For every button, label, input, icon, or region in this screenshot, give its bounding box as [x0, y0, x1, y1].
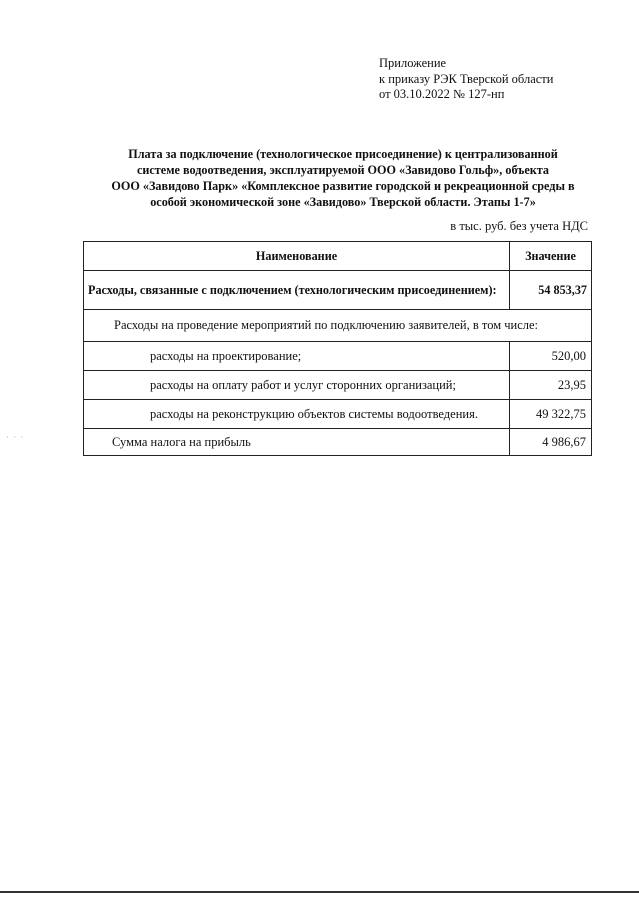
total-name-cell: Расходы, связанные с подключением (технологическим присоединением): [84, 271, 510, 310]
item-name-cell: расходы на реконструкцию объектов системы водоотведения. [84, 400, 510, 429]
table-row-total [84, 271, 592, 310]
annex-line-2: к приказу РЭК Тверской области [379, 71, 554, 86]
header-value: Значение [510, 242, 592, 271]
tax-name-cell: Сумма налога на прибыль [84, 429, 510, 456]
item-value-cell: 49 322,75 [510, 400, 592, 429]
item-value-cell: 520,00 [510, 342, 592, 371]
annex-line-3: от 03.10.2022 № 127-нп [379, 87, 505, 101]
title-line-3: ООО «Завидово Парк» «Комплексное развитие городской и рекреационной среды в [111, 179, 575, 193]
annex-header [379, 56, 553, 103]
bottom-rule [0, 891, 639, 893]
fee-table [83, 241, 592, 456]
header-name: Наименование [84, 242, 510, 271]
table-row [84, 400, 592, 429]
document-title [88, 146, 598, 210]
table-row [84, 371, 592, 400]
total-value-cell: 54 853,37 [510, 271, 592, 310]
units-note: в тыс. руб. без учета НДС [450, 219, 588, 233]
title-line-1: Плата за подключение (технологическое присоединение) к централизованной [128, 147, 558, 161]
title-line-2: системе водоотведения, эксплуатируемой ООО «Завидово Гольф», объекта [136, 163, 550, 177]
title-line-4: особой экономической зоне «Завидово» Тверской области. Этапы 1-7» [150, 195, 536, 209]
table-row-tax [84, 429, 592, 456]
measures-label-cell: Расходы на проведение мероприятий по подключению заявителей, в том числе: [84, 310, 592, 342]
table-header-row [84, 242, 592, 271]
tax-value-cell: 4 986,67 [510, 429, 592, 456]
annex-line-1: Приложение [379, 56, 447, 70]
item-value-cell: 23,95 [510, 371, 592, 400]
scan-edge-marks: · · · [6, 432, 25, 442]
table-row-measures [84, 310, 592, 342]
item-name-cell: расходы на оплату работ и услуг сторонних организаций; [84, 371, 510, 400]
table-row [84, 342, 592, 371]
item-name-cell: расходы на проектирование; [84, 342, 510, 371]
